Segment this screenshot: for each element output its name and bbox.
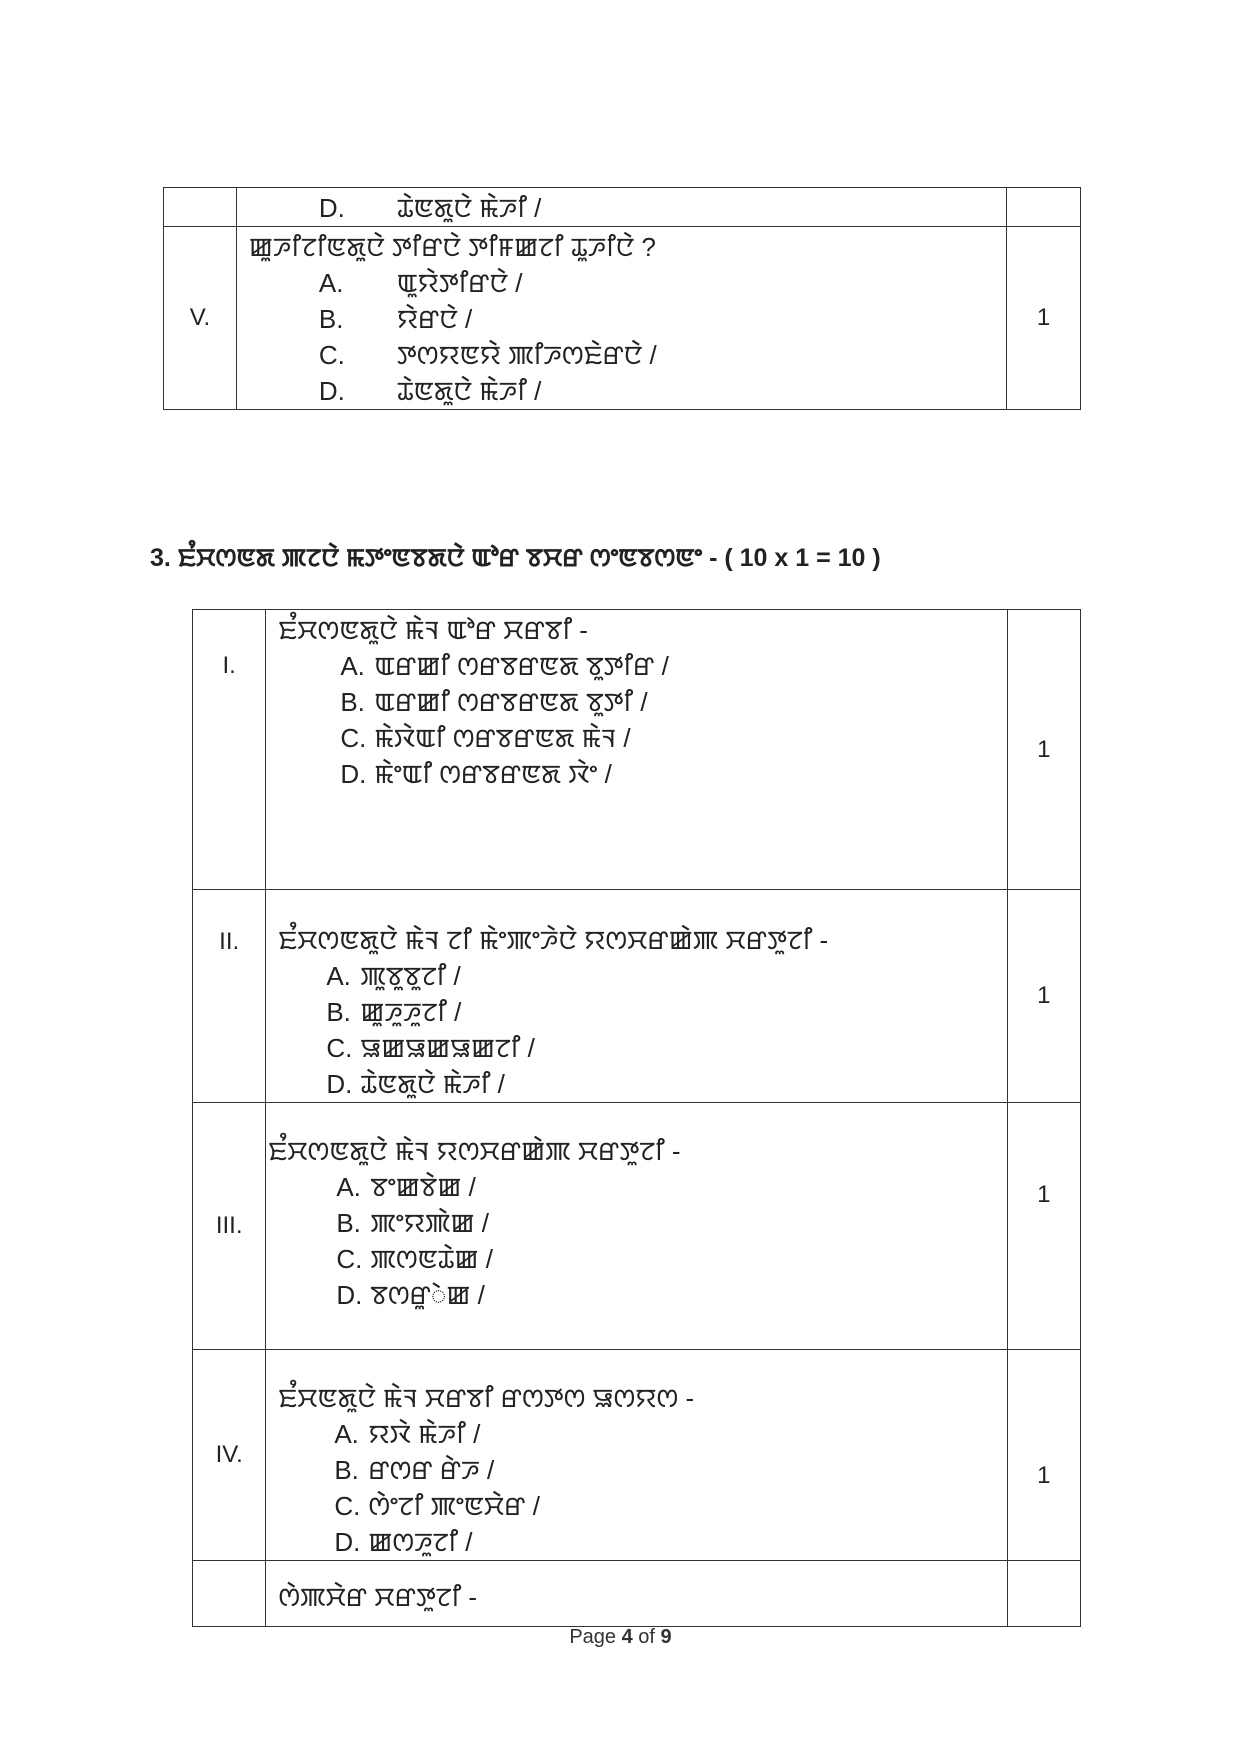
option-letter: D. — [326, 1069, 353, 1099]
option-a — [278, 958, 996, 994]
option-a — [278, 1416, 996, 1452]
option-letter: A. — [326, 961, 351, 991]
option-letter: C. — [334, 1491, 361, 1521]
option-text: ꯄꯁꯟꯊꯥꯀ / — [370, 1244, 493, 1274]
table-row — [164, 188, 1081, 227]
option-d — [249, 373, 996, 409]
question-table-section-2 — [163, 187, 1081, 410]
question-text: ꯐꯪꯆꯁꯟꯗꯨꯅꯥ ꯃꯥꯜ ꯑꯣꯔ ꯆꯔꯕꯤ - — [278, 615, 588, 645]
body-cell — [266, 1350, 1007, 1561]
option-text: ꯑꯨꯌꯥꯇꯤꯔꯅꯥ / — [396, 268, 523, 298]
option-letter: D. — [318, 193, 345, 223]
section-heading — [150, 540, 1090, 575]
marks-value: 1 — [1007, 610, 1080, 890]
option-text: ꯕꯁꯔꯨꯥꯀ / — [370, 1280, 485, 1310]
option-letter: D. — [334, 1527, 361, 1557]
body-cell — [266, 1561, 1007, 1627]
question-number — [193, 1561, 266, 1627]
page-footer — [0, 1626, 1241, 1649]
body-cell — [266, 890, 1007, 1103]
section-title: ꯐꯪꯆꯁꯟꯗ ꯄꯖꯅꯥ ꯃꯇꯦꯟꯕꯗꯅꯥ ꯑꯣꯔ ꯕꯆꯔ ꯁꯦꯟꯕꯁꯟꯦ — [177, 544, 703, 572]
option-text: ꯀꯁꯍꯨꯖꯤ / — [368, 1527, 473, 1557]
option-text: ꯄꯦꯌꯄꯥꯀ / — [370, 1208, 489, 1238]
option-text: ꯀꯨꯍꯨꯍꯨꯖꯤ / — [360, 997, 462, 1027]
question-table-section-3 — [192, 609, 1081, 1627]
marks-value: 1 — [1007, 227, 1081, 410]
option-text: ꯄꯨꯕꯨꯕꯨꯖꯤ / — [360, 961, 461, 991]
option-d — [278, 1524, 996, 1560]
option-letter: C. — [318, 340, 345, 370]
option-letter: C. — [326, 1033, 353, 1063]
option-letter: C. — [336, 1244, 363, 1274]
section-marks: - ( 10 x 1 = 10 ) — [709, 544, 881, 572]
option-text: ꯑꯔꯀꯤ ꯁꯔꯕꯔꯟꯗ ꯕꯨꯇꯤꯔ / — [374, 651, 669, 681]
option-a — [268, 1169, 996, 1205]
body-cell — [236, 227, 1006, 410]
option-letter: B. — [334, 1455, 359, 1485]
question-number: IV. — [193, 1350, 266, 1561]
option-letter: B. — [326, 997, 351, 1027]
option-a — [278, 648, 996, 684]
of-word: of — [638, 1626, 655, 1648]
option-text: ꯕꯦꯀꯕꯥꯀ / — [370, 1172, 476, 1202]
option-text: ꯃꯥꯋꯥꯑꯤ ꯁꯔꯕꯔꯟꯗ ꯃꯥꯜ / — [374, 723, 631, 753]
table-row — [164, 227, 1081, 410]
option-letter: D. — [336, 1280, 363, 1310]
body-cell — [266, 1103, 1007, 1350]
option-b — [278, 994, 996, 1030]
option-b — [278, 684, 996, 720]
marks-value: 1 — [1007, 1350, 1080, 1561]
table-row — [193, 1561, 1081, 1627]
question-text: ꯐꯪꯆꯟꯗꯨꯅꯥ ꯃꯥꯜ ꯆꯔꯕꯤ ꯔꯁꯇꯁ ꯎꯁꯌꯁ - — [278, 1383, 695, 1413]
table-row — [193, 890, 1081, 1103]
option-c — [249, 337, 996, 373]
option-letter: A. — [318, 268, 344, 298]
option-letter: B. — [340, 687, 365, 717]
option-b — [249, 301, 996, 337]
option-d — [278, 756, 996, 792]
option-b — [278, 1452, 996, 1488]
option-letter: D. — [340, 759, 367, 789]
option-c — [278, 720, 996, 756]
marks-value: 1 — [1007, 1103, 1080, 1350]
section-number: 3. — [150, 544, 171, 572]
question-number: II. — [193, 890, 266, 1103]
table-row — [193, 1350, 1081, 1561]
question-text: ꯁꯥꯄꯆꯥꯔ ꯆꯔꯇꯨꯖꯤ - — [278, 1582, 478, 1612]
body-cell — [266, 610, 1007, 890]
marks-value: 1 — [1007, 890, 1080, 1103]
option-text: ꯌꯥꯔꯅꯥ / — [396, 304, 473, 334]
option-d — [278, 1066, 996, 1102]
option-text: ꯊꯥꯟꯗꯨꯅꯥ ꯃꯥꯍꯤ / — [396, 376, 542, 406]
question-text: ꯐꯪꯆꯁꯟꯗꯨꯅꯥ ꯃꯥꯜ ꯌꯁꯆꯔꯀꯥꯄ ꯆꯔꯇꯨꯖꯤ - — [268, 1136, 681, 1166]
option-text: ꯑꯔꯀꯤ ꯁꯔꯕꯔꯟꯗ ꯕꯨꯇꯤ / — [374, 687, 648, 717]
option-text: ꯔꯁꯔ ꯔꯥꯍ / — [368, 1455, 495, 1485]
option-letter: B. — [336, 1208, 361, 1238]
option-letter: D. — [318, 376, 345, 406]
option-letter: B. — [318, 304, 344, 334]
option-letter: A. — [336, 1172, 361, 1202]
question-number: I. — [193, 610, 266, 890]
option-letter: A. — [340, 651, 365, 681]
option-text: ꯊꯥꯟꯗꯨꯅꯥ ꯃꯥꯍꯤ / — [396, 193, 542, 223]
option-d — [268, 1277, 996, 1313]
option-a — [249, 265, 996, 301]
option-d — [249, 190, 996, 226]
option-text: ꯎꯀꯎꯀꯎꯀꯖꯤ / — [360, 1033, 535, 1063]
question-text: ꯐꯪꯆꯁꯟꯗꯨꯅꯥ ꯃꯥꯜ ꯖꯤ ꯃꯥꯦꯄꯦꯍꯥꯅꯥ ꯌꯁꯆꯔꯀꯥꯄ ꯆꯔꯇꯨꯖꯤ - — [278, 925, 829, 955]
page-word: Page — [569, 1626, 617, 1648]
option-c — [268, 1241, 996, 1277]
marks-value — [1007, 1561, 1080, 1627]
question-number: III. — [193, 1103, 266, 1350]
option-b — [268, 1205, 996, 1241]
option-text: ꯁꯥꯦꯖꯤ ꯄꯦꯟꯆꯥꯔ / — [368, 1491, 540, 1521]
option-text: ꯊꯥꯟꯗꯨꯅꯥ ꯃꯥꯍꯤ / — [360, 1069, 505, 1099]
question-number: V. — [164, 227, 237, 410]
number-cell — [164, 188, 237, 227]
option-text: ꯌꯋꯥ ꯃꯥꯍꯤ / — [368, 1419, 481, 1449]
question-text: ꯀꯨꯍꯤꯖꯤꯟꯗꯨꯅꯥ ꯇꯤꯔꯅꯥ ꯇꯤꯝꯀꯖꯤ ꯊꯨꯍꯤꯅꯥ ? — [248, 232, 656, 262]
body-cell — [236, 188, 1006, 227]
option-text: ꯃꯥꯦꯑꯤ ꯁꯔꯕꯔꯟꯗ ꯋꯥꯦ / — [374, 759, 612, 789]
table-row — [193, 610, 1081, 890]
option-letter: C. — [340, 723, 367, 753]
option-letter: A. — [334, 1419, 359, 1449]
option-c — [278, 1030, 996, 1066]
marks-cell — [1007, 188, 1081, 227]
table-row — [193, 1103, 1081, 1350]
option-text: ꯇꯁꯌꯟꯌꯥ ꯄꯤꯍꯁꯐꯥꯔꯅꯥ / — [396, 340, 657, 370]
option-c — [278, 1488, 996, 1524]
page-number: 4 — [621, 1626, 633, 1648]
page-total: 9 — [660, 1626, 672, 1648]
